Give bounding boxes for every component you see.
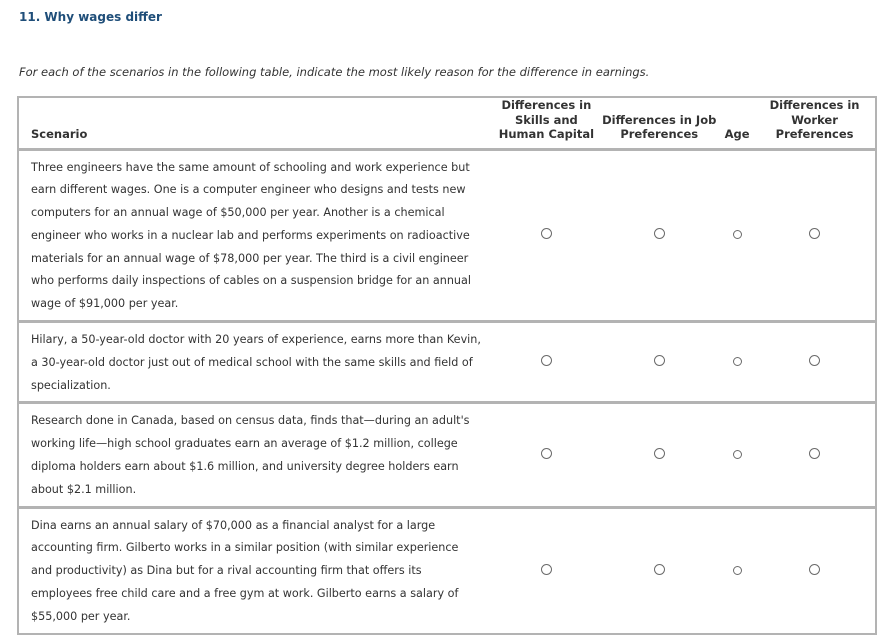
radio-worker-preferences[interactable]: [809, 448, 820, 459]
radio-job-preferences[interactable]: [654, 564, 665, 575]
table-row: [18, 149, 876, 322]
table-header-row: [18, 97, 876, 149]
header-skills-human-capital: Differences in Skills and Human Capital: [494, 97, 598, 149]
scenario-text: Research done in Canada, based on census data, finds that—during an adult's working life—high school graduates earn an average of $1.2 million, college diploma holders earn about $1.6 million, and university degree holders earn about $2.1 million.: [18, 403, 494, 507]
radio-job-preferences[interactable]: [654, 228, 665, 239]
radio-skills-human-capital[interactable]: [541, 448, 552, 459]
radio-skills-human-capital[interactable]: [541, 228, 552, 239]
radio-age[interactable]: [733, 450, 742, 459]
question-instructions: For each of the scenarios in the following table, indicate the most likely reason for the difference in earnings.: [19, 65, 650, 79]
radio-age[interactable]: [733, 357, 742, 366]
radio-job-preferences[interactable]: [654, 355, 665, 366]
radio-job-preferences[interactable]: [654, 448, 665, 459]
header-job-preferences: Differences in Job Preferences: [598, 97, 720, 149]
scenario-table: [17, 96, 877, 635]
table-row: [18, 403, 876, 507]
scenario-text: Hilary, a 50-year-old doctor with 20 years of experience, earns more than Kevin, a 30-year-old doctor just out of medical school with the same skills and field of specialization.: [18, 322, 494, 403]
scenario-text: Dina earns an annual salary of $70,000 as a financial analyst for a large accounting firm. Gilberto works in a similar position (with similar experience and productivity) as Dina but for a rival accounting firm that offers its employees free child care and a free gym at work. Gilberto earns a salary of $55,000 per year.: [31, 518, 459, 623]
radio-skills-human-capital[interactable]: [541, 564, 552, 575]
table-row: [18, 322, 876, 403]
radio-age[interactable]: [733, 566, 742, 575]
radio-age[interactable]: [733, 230, 742, 239]
header-scenario: Scenario: [18, 97, 494, 149]
scenario-text: Three engineers have the same amount of schooling and work experience but earn different wages. One is a computer engineer who designs and tests new computers for an annual wage of $50,000 per year. Another is a chemical engineer who works in a nuclear lab and performs experiments on radioactive materials for an annual wage of $78,000 per year. The third is a civil engineer who performs daily inspections of cables on a suspension bridge for an annual wage of $91,000 per year.: [18, 149, 494, 322]
radio-worker-preferences[interactable]: [809, 564, 820, 575]
table-row: [18, 507, 876, 633]
radio-skills-human-capital[interactable]: [541, 355, 552, 366]
radio-worker-preferences[interactable]: [809, 355, 820, 366]
header-age: Age: [720, 97, 754, 149]
header-worker-preferences: Differences in Worker Preferences: [754, 97, 876, 149]
radio-worker-preferences[interactable]: [809, 228, 820, 239]
question-title: 11. Why wages differ: [19, 10, 162, 24]
